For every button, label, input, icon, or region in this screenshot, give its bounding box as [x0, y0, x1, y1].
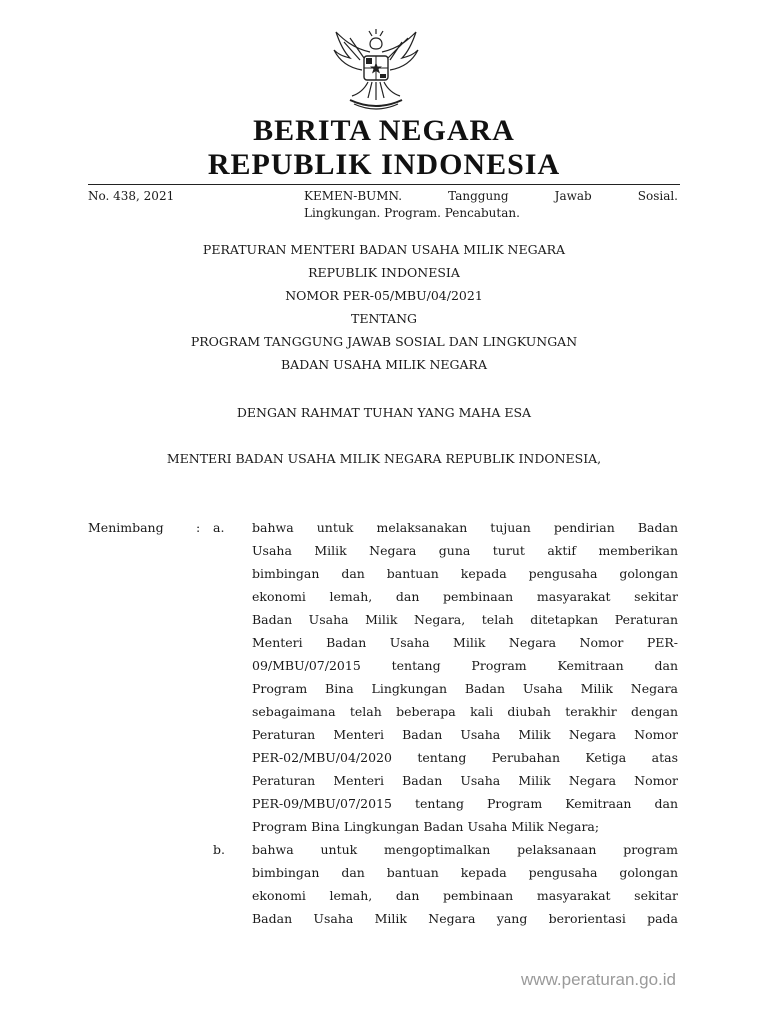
regulation-heading-line: PERATURAN MENTERI BADAN USAHA MILIK NEGARA — [202, 242, 566, 257]
regulation-heading-line: REPUBLIK INDONESIA — [308, 265, 460, 280]
regulation-heading-line: BADAN USAHA MILIK NEGARA — [281, 357, 487, 372]
gazette-number: No. 438, 2021 — [88, 189, 175, 203]
regulation-heading-line: PROGRAM TANGGUNG JAWAB SOSIAL DAN LINGKUNGAN — [190, 334, 578, 349]
gazette-category-line2: Lingkungan. Program. Pencabutan. — [304, 206, 520, 220]
paragraph-line: Peraturan Menteri Badan Usaha Milik Negara Nomor — [252, 773, 678, 788]
paragraph-line: Badan Usaha Milik Negara yang berorientasi pada — [252, 911, 678, 926]
paragraph-line: PER-02/MBU/04/2020 tentang Perubahan Ketiga atas — [252, 750, 678, 765]
item-letter-b: b. — [213, 842, 225, 857]
gazette-title-line2: REPUBLIK INDONESIA — [207, 148, 561, 181]
minister-line: MENTERI BADAN USAHA MILIK NEGARA REPUBLIK INDONESIA, — [166, 451, 602, 466]
paragraph-line: Program Bina Lingkungan Badan Usaha Milik Negara — [252, 681, 678, 696]
paragraph-line: Menteri Badan Usaha Milik Negara Nomor PER- — [252, 635, 678, 650]
garuda-emblem-icon — [332, 28, 420, 114]
paragraph-line: Peraturan Menteri Badan Usaha Milik Negara Nomor — [252, 727, 678, 742]
paragraph-line: bahwa untuk mengoptimalkan pelaksanaan program — [252, 842, 678, 857]
paragraph-line: PER-09/MBU/07/2015 tentang Program Kemitraan dan — [252, 796, 678, 811]
regulation-heading — [0, 238, 768, 376]
considering-colon: : — [196, 520, 201, 535]
paragraph-line: bimbingan dan bantuan kepada pengusaha golongan — [252, 865, 678, 880]
paragraph-line: bahwa untuk melaksanakan tujuan pendirian Badan — [252, 520, 678, 535]
considering-label: Menimbang — [88, 520, 164, 535]
item-paragraph-b — [252, 838, 678, 930]
footer-url: www.peraturan.go.id — [521, 970, 676, 989]
paragraph-line: sebagaimana telah beberapa kali diubah terakhir dengan — [252, 704, 678, 719]
gazette-title-line1: BERITA NEGARA — [253, 114, 515, 147]
paragraph-line: ekonomi lemah, dan pembinaan masyarakat sekitar — [252, 888, 678, 903]
regulation-heading-line: TENTANG — [350, 311, 417, 326]
regulation-heading-line: NOMOR PER-05/MBU/04/2021 — [285, 288, 483, 303]
paragraph-line: Program Bina Lingkungan Badan Usaha Milik Negara; — [252, 819, 600, 834]
paragraph-line: 09/MBU/07/2015 tentang Program Kemitraan dan — [252, 658, 678, 673]
item-paragraph-a — [252, 516, 678, 838]
paragraph-line: Usaha Milik Negara guna turut aktif memberikan — [252, 543, 678, 558]
paragraph-line: bimbingan dan bantuan kepada pengusaha golongan — [252, 566, 678, 581]
paragraph-line: ekonomi lemah, dan pembinaan masyarakat sekitar — [252, 589, 678, 604]
header-divider — [88, 184, 680, 185]
paragraph-line: Badan Usaha Milik Negara, telah ditetapkan Peraturan — [252, 612, 678, 627]
blessing-line: DENGAN RAHMAT TUHAN YANG MAHA ESA — [236, 405, 532, 420]
gazette-category-line1: KEMEN-BUMN. Tanggung Jawab Sosial. — [304, 189, 678, 203]
item-letter-a: a. — [213, 520, 225, 535]
